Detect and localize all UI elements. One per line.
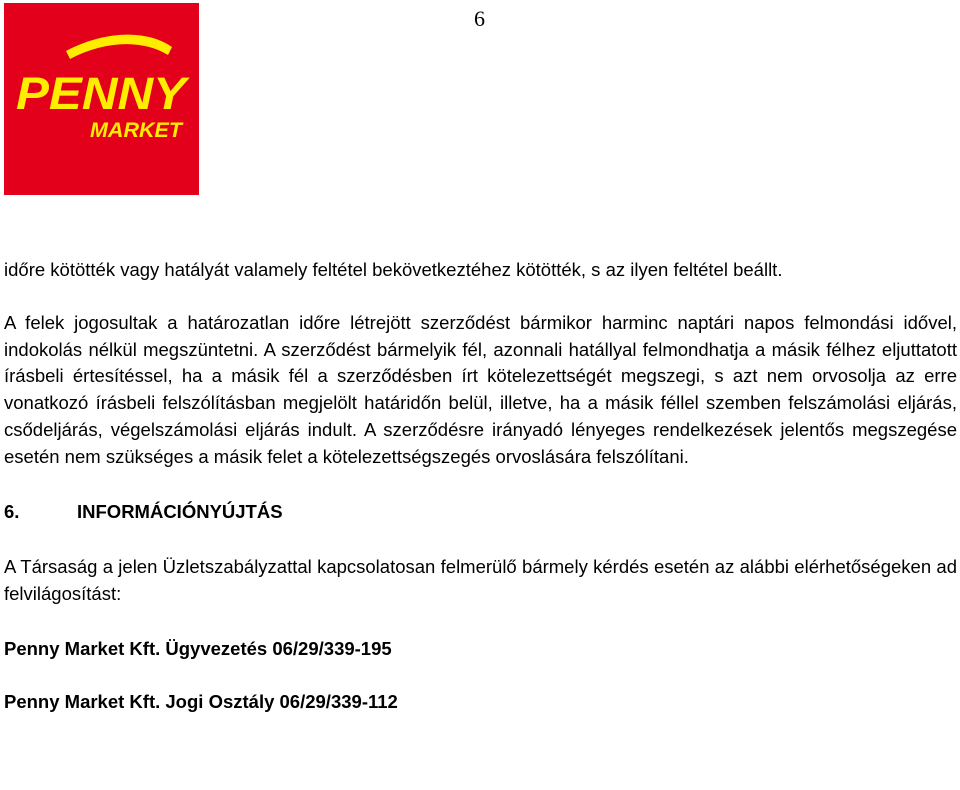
paragraph-info: A Társaság a jelen Üzletszabályzattal kapcsolatosan felmerülő bármely kérdés esetén az alábbi elérhetőségeken ad felvilágosítást: <box>4 556 957 605</box>
contact-legal: Penny Market Kft. Jogi Osztály 06/29/339-112 <box>4 690 398 712</box>
paragraph-termination: A felek jogosultak a határozatlan időre létrejött szerződést bármikor harminc naptári napos felmondási idővel, indokolás nélkül megszüntetni. A szerződést bármelyik fél, azonnali hatállyal felmondhatja a másik félhez eljuttatott írásbeli értesítéssel, ha a másik fél a szerződésben írt kötelezettségét megszegi, s azt nem orvosolja az erre vonatkozó írásbeli felszólításban megjelölt határidőn belül, illetve, ha a másik féllel szemben felszámolási eljárás, csődeljárás, végelszámolási eljárás indult. A szerződésre irányadó lényeges rendelkezések jelentős megszegése esetén nem szükséges a másik felet a kötelezettségszegés orvoslására felszólítani. <box>4 311 957 467</box>
logo-wordmark: PENNY <box>16 68 191 119</box>
section-heading <box>4 499 957 526</box>
logo-market-text: MARKET <box>90 119 185 142</box>
penny-market-logo <box>4 3 199 195</box>
section-title: INFORMÁCIÓNYÚJTÁS <box>77 500 283 522</box>
contact-management: Penny Market Kft. Ügyvezetés 06/29/339-195 <box>4 637 392 659</box>
document-body <box>4 257 957 716</box>
page-number: 6 <box>474 6 485 31</box>
penny-market-logo-graphic <box>4 3 199 195</box>
paragraph-continued: időre kötötték vagy hatályát valamely feltétel bekövetkeztéhez kötötték, s az ilyen feltétel beállt. <box>4 259 783 280</box>
section-number: 6. <box>4 500 20 522</box>
